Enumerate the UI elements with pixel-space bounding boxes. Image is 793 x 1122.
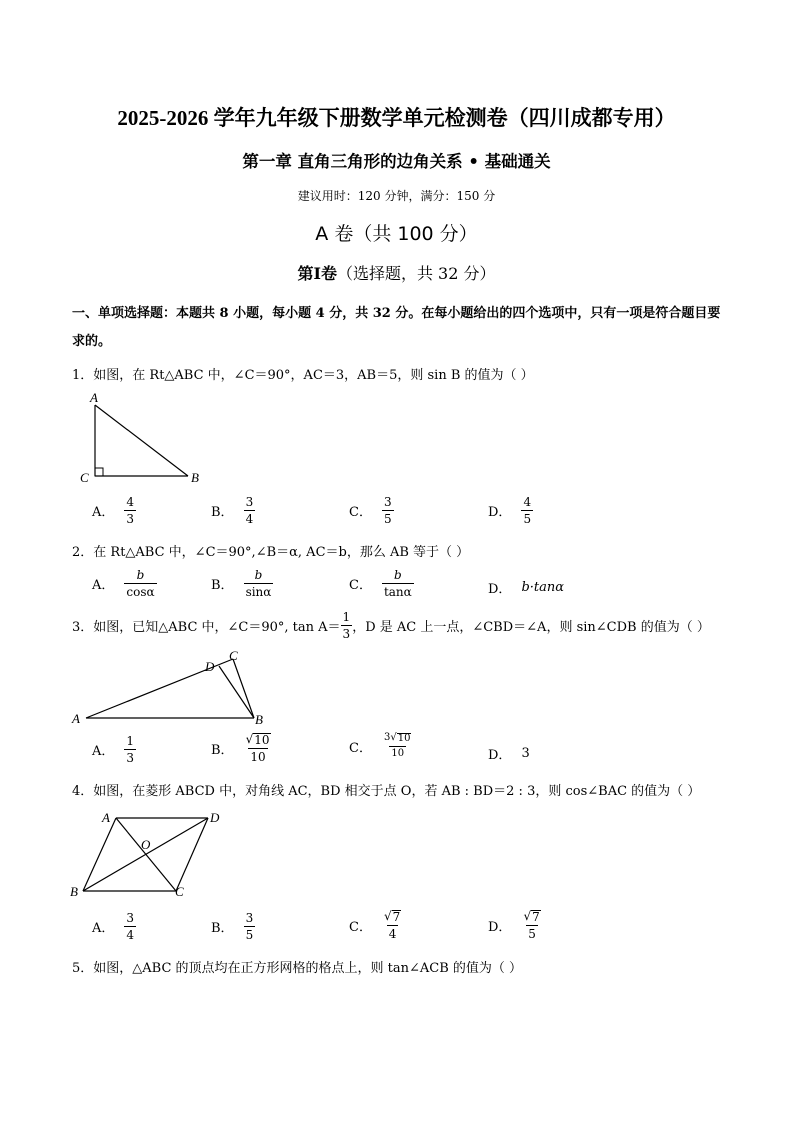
radicand: 7 [392, 910, 401, 924]
q4-option-b[interactable] [211, 912, 255, 941]
denominator: 4 [245, 512, 254, 526]
denominator: 4 [126, 928, 135, 942]
denominator: 4 [388, 927, 397, 941]
q1-label-a: A [90, 390, 98, 405]
numerator: b [136, 568, 145, 582]
q3-option-b[interactable] [211, 733, 273, 763]
q4-label-a: A [102, 810, 110, 825]
radicand: 10 [397, 733, 411, 744]
question-5-text: 5．如图，△ABC 的顶点均在正方形网格的格点上，则 tan∠ACB 的值为（ ） [72, 961, 523, 976]
option-expression: 3 [521, 746, 530, 761]
denominator: 5 [245, 928, 254, 942]
denominator: 5 [523, 512, 532, 526]
q2-option-b[interactable] [211, 569, 273, 598]
option-label: C． [349, 740, 372, 756]
numerator [382, 910, 403, 925]
q4-option-a[interactable] [92, 912, 136, 941]
part-title-rest: （选择题，共 32 分） [336, 264, 496, 283]
q1-option-c[interactable] [349, 496, 394, 525]
option-label: C． [349, 578, 372, 593]
fraction [244, 569, 274, 598]
denominator: cosα [126, 585, 155, 599]
denominator: 5 [383, 512, 392, 526]
numerator: 1 [342, 610, 351, 624]
denominator: 10 [391, 748, 405, 759]
option-label: A． [92, 744, 115, 759]
sqrt: √ 10 [245, 732, 270, 747]
q4-label-b: B [70, 884, 78, 899]
chapter-title: 第一章 直角三角形的边角关系 • 基础通关 [242, 152, 551, 171]
q4-label-o: O [141, 837, 151, 852]
sqrt: √ 10 [390, 732, 411, 744]
question-4-text: 4．如图，在菱形 ABCD 中，对角线 AC，BD 相交于点 O，若 AB : BD＝2 : 3，则 cos∠BAC 的值为（ ） [72, 784, 701, 799]
radicand: 7 [532, 910, 540, 924]
q3-text-after: ，D 是 AC 上一点，∠CBD＝∠A，则 sin∠CDB 的值为（ ） [352, 620, 710, 635]
numerator [521, 910, 542, 925]
fraction [124, 912, 136, 941]
option-label: A． [92, 921, 115, 936]
q1-label-c: C [80, 470, 89, 485]
q3-label-d: D [205, 659, 215, 674]
option-label: D． [488, 582, 512, 597]
numerator: b [394, 568, 402, 582]
fraction [244, 496, 256, 525]
option-label: D． [488, 748, 512, 763]
denominator: sinα [245, 585, 272, 599]
numerator: 4 [126, 495, 135, 509]
q4-label-d: D [210, 810, 220, 825]
numerator: 3 [245, 911, 254, 925]
q1-option-b[interactable] [211, 496, 255, 525]
option-label: C． [349, 919, 372, 935]
sqrt: √ 7 [383, 909, 401, 924]
fraction [124, 569, 156, 598]
q2-option-a[interactable] [92, 569, 157, 598]
numerator: b [254, 568, 263, 582]
q3-label-a: A [72, 711, 80, 726]
numerator: 3 [126, 911, 135, 925]
tan-fraction [341, 611, 353, 640]
fraction [124, 496, 136, 525]
fraction [244, 912, 256, 941]
option-label: D． [488, 919, 512, 935]
option-label: B． [211, 505, 234, 520]
option-label: A． [92, 578, 115, 593]
option-expression: b·tanα [521, 580, 565, 595]
section-heading: 一、单项选择题：本题共 8 小题，每小题 4 分，共 32 分。在每小题给出的四个选项中，只有一项是符合题目要求的。 [72, 306, 721, 349]
fraction [244, 733, 273, 763]
option-label: B． [211, 921, 234, 936]
fraction [124, 735, 136, 764]
question-4-figure [68, 806, 228, 900]
numerator: 3 [383, 495, 392, 509]
question-1-figure [78, 390, 208, 486]
q3-label-b: B [255, 712, 263, 727]
fraction [382, 733, 413, 759]
exam-meta: 建议用时：120 分钟，满分：150 分 [297, 189, 496, 203]
option-label: C． [349, 505, 372, 520]
question-3-figure [70, 648, 270, 728]
fraction [382, 496, 394, 525]
q3-option-c[interactable] [349, 733, 413, 759]
coefficient: 3 [383, 732, 391, 743]
numerator [244, 733, 273, 748]
sqrt: √ 7 [523, 909, 540, 924]
question-1-text: 1．如图，在 Rt△ABC 中，∠C＝90°，AC＝3，AB＝5，则 sin B 的值为（ ） [72, 368, 534, 383]
denominator: 3 [126, 512, 135, 526]
denominator: 3 [342, 627, 351, 641]
q3-option-a[interactable] [92, 735, 136, 764]
fraction [382, 569, 414, 598]
question-2-text: 2．在 Rt△ABC 中，∠C＝90°,∠B＝α, AC＝b，那么 AB 等于（ ） [72, 545, 470, 560]
numerator: 1 [126, 734, 135, 748]
q3-option-d[interactable] [488, 744, 530, 763]
q4-label-c: C [175, 884, 184, 899]
denominator: 3 [126, 751, 135, 765]
q3-label-c: C [229, 648, 238, 663]
option-label: B． [211, 742, 234, 758]
q4-option-c[interactable] [349, 910, 403, 940]
numerator: 4 [523, 495, 532, 509]
radicand: 10 [254, 733, 270, 747]
fraction [521, 910, 542, 940]
numerator: 3 [245, 495, 254, 509]
volume-title: A 卷（共 100 分） [315, 223, 478, 245]
denominator: tanα [383, 585, 412, 599]
q3-text-before: 3．如图，已知△ABC 中，∠C＝90°, tan A＝ [72, 620, 341, 635]
exam-title: 2025-2026 学年九年级下册数学单元检测卷（四川成都专用） [117, 106, 676, 130]
q2-option-c[interactable] [349, 569, 414, 598]
numerator [382, 733, 413, 746]
q1-option-a[interactable] [92, 496, 136, 525]
q1-option-d[interactable] [488, 496, 533, 525]
option-label: D． [488, 505, 512, 520]
part-title [0, 261, 793, 284]
q2-option-d[interactable] [488, 578, 564, 597]
option-label: A． [92, 505, 115, 520]
denominator: 10 [250, 750, 266, 764]
question-3-text [72, 611, 710, 640]
denominator: 5 [528, 927, 536, 941]
option-label: B． [211, 578, 234, 593]
q4-option-d[interactable] [488, 910, 543, 940]
fraction [521, 496, 533, 525]
fraction [382, 910, 403, 940]
part-title-bold: 第Ⅰ卷 [297, 264, 337, 283]
q1-label-b: B [191, 470, 199, 485]
